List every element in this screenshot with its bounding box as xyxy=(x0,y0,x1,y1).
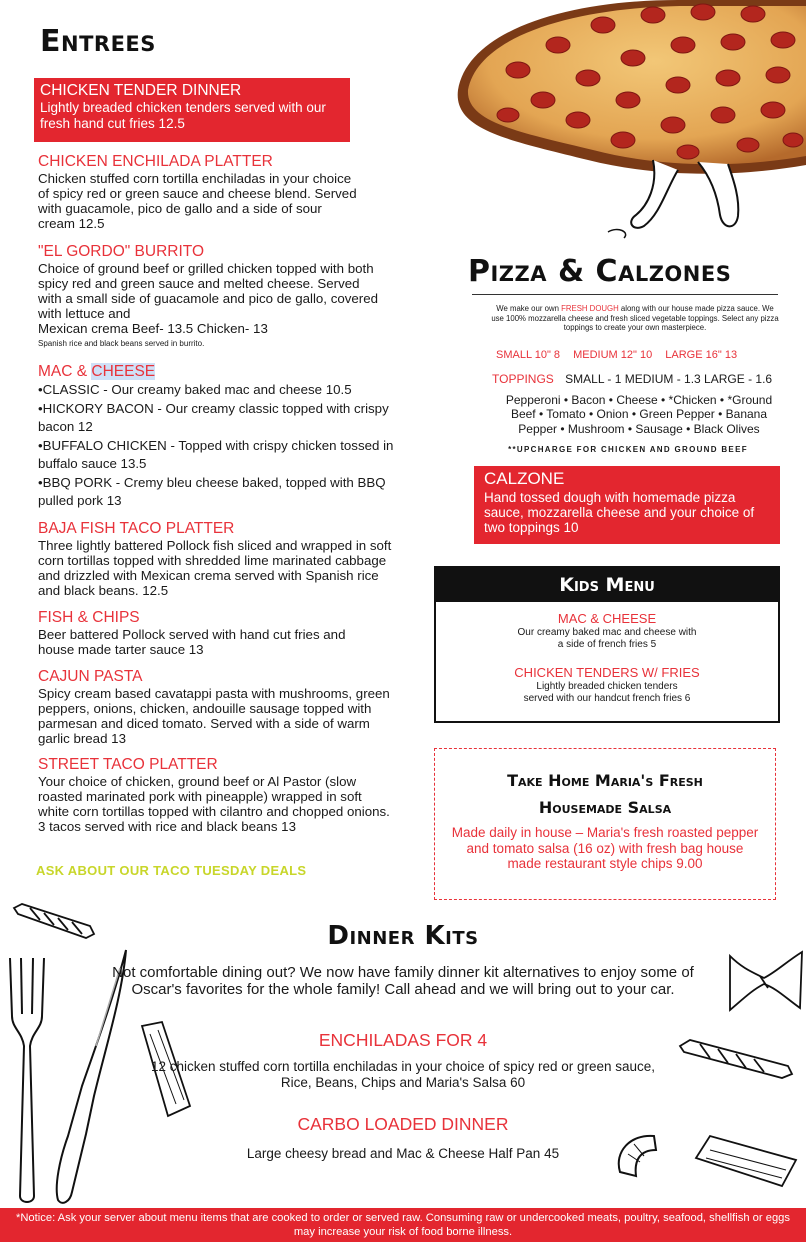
item-description: Beer battered Pollock served with hand cut fries and house made tarter sauce 13 xyxy=(38,627,346,657)
item-description: Chicken stuffed corn tortilla enchiladas in your choice of spicy red or green sauce and cheese blend. Served with guacamole, pico de gallo and a side of sour cream 12.5 xyxy=(38,171,357,231)
item-name: CHICKEN ENCHILADA PLATTER xyxy=(38,153,273,170)
item-note: Spanish rice and black beans served in burrito. xyxy=(38,339,205,348)
intro-text: along with our house made pizza sauce. We use 100% mozzarella cheese and fresh sliced vegetable toppings. Select any pizza toppings to create your own masterpiece. xyxy=(491,304,779,333)
mac-buffalo-chicken: •BUFFALO CHICKEN - Topped with crispy chicken tossed in buffalo sauce 13.5 xyxy=(38,437,394,471)
taco-tuesday-callout: ASK ABOUT OUR TACO TUESDAY DEALS xyxy=(36,863,307,878)
mac-hickory-bacon: •HICKORY BACON - Our creamy classic topped with crispy bacon 12 xyxy=(38,400,389,434)
penne-pasta-icon xyxy=(690,1128,802,1192)
size-large: LARGE 16" 13 xyxy=(665,349,738,361)
kit-enchiladas-name: ENCHILADAS FOR 4 xyxy=(318,1030,488,1050)
kit-carbo-loaded-name: CARBO LOADED DINNER xyxy=(297,1114,509,1134)
item-name: FISH & CHIPS xyxy=(38,609,140,626)
kit-enchiladas-description: 12 chicken stuffed corn tortilla enchiladas in your choice of spicy red or green sauce, Rice, Beans, Chips and Maria's Salsa 60 xyxy=(150,1059,656,1090)
size-medium: MEDIUM 12" 10 xyxy=(573,349,653,361)
pizza-illustration xyxy=(448,0,806,238)
kids-menu-heading: Kids Menu xyxy=(436,568,778,602)
calzone-item xyxy=(474,466,780,544)
size-small: SMALL 10" 8 xyxy=(496,349,561,361)
pizza-intro xyxy=(490,304,780,333)
mac-classic: •CLASSIC - Our creamy baked mac and cheese 10.5 xyxy=(38,382,352,397)
item-description: Lightly breaded chicken tenders served with our handcut french fries 6 xyxy=(523,681,691,704)
item-name: CALZONE xyxy=(484,469,565,488)
item-name: CAJUN PASTA xyxy=(38,668,143,685)
salsa-title-line1: Take Home Maria's Fresh xyxy=(507,771,703,790)
item-name xyxy=(38,362,400,381)
item-name: CHICKEN TENDERS W/ FRIES xyxy=(514,665,700,680)
item-description: Choice of ground beef or grilled chicken topped with both spicy red and green sauce and melted cheese. Served with a small side of guacamole and pico de gallo, covered with lettuce and xyxy=(38,261,379,321)
dinner-kits-intro: Not comfortable dining out? We now have family dinner kit alternatives to enjoy some of Oscar's favorites for the whole family! Call ahead and we will bring out to your car. xyxy=(112,964,694,998)
item-name: STREET TACO PLATTER xyxy=(38,756,218,773)
mac-bbq-pork: •BBQ PORK - Cremy bleu cheese baked, topped with BBQ pulled pork 13 xyxy=(38,474,386,508)
fish-and-chips-item xyxy=(38,608,362,657)
item-name-part: MAC & xyxy=(38,363,92,380)
divider xyxy=(472,294,778,295)
item-name: CHICKEN TENDER DINNER xyxy=(40,82,242,99)
kids-menu-box xyxy=(434,566,780,723)
fresh-dough-highlight: FRESH DOUGH xyxy=(561,304,619,313)
upcharge-note: **UPCHARGE FOR CHICKEN AND GROUND BEEF xyxy=(508,445,748,454)
item-description: Hand tossed dough with homemade pizza sauce, mozzarella cheese and your choice of two toppings 10 xyxy=(484,490,755,535)
pizza-sizes xyxy=(496,349,747,361)
item-name: "EL GORDO" BURRITO xyxy=(38,243,205,260)
enchilada-platter-item xyxy=(38,152,358,231)
dinner-kits-heading: Dinner Kits xyxy=(327,921,479,951)
toppings-label: TOPPINGS xyxy=(492,372,554,386)
chicken-tender-dinner-item xyxy=(34,78,350,142)
highlighted-selection[interactable]: CHEESE xyxy=(91,363,156,380)
item-name: MAC & CHEESE xyxy=(557,611,657,626)
entrees-heading: Entrees xyxy=(40,24,156,59)
street-taco-item xyxy=(38,755,390,834)
el-gordo-burrito-item xyxy=(38,242,378,349)
salsa-description: Made daily in house – Maria's fresh roasted pepper and tomato salsa (16 oz) with fresh bag house made restaurant style chips 9.00 xyxy=(451,825,759,871)
pizza-calzones-heading: Pizza & Calzones xyxy=(468,254,732,289)
farfalle-pasta-icon xyxy=(724,948,806,1014)
item-description: Three lightly battered Pollock fish sliced and wrapped in soft corn tortillas topped with shredded lime marinated cabbage and drizzled with Mexican crema served with Spanish rice and black beans. 12.5 xyxy=(38,538,392,598)
raw-food-notice: *Notice: Ask your server about menu items that are cooked to order or served raw. Consuming raw or undercooked meats, poultry, seafood, shellfish or eggs may increase your risk of food borne illness. xyxy=(0,1208,806,1242)
kit-carbo-loaded-description: Large cheesy bread and Mac & Cheese Half Pan 45 xyxy=(246,1146,560,1161)
kids-chicken-tenders-item xyxy=(436,665,778,705)
kids-mac-cheese-item xyxy=(436,611,778,651)
mac-and-cheese-item xyxy=(38,362,400,511)
item-price-line: Mexican crema Beef- 13.5 Chicken- 13 xyxy=(38,321,268,336)
toppings-prices: SMALL - 1 MEDIUM - 1.3 LARGE - 1.6 xyxy=(565,372,773,386)
item-description: Our creamy baked mac and cheese with a side of french fries 5 xyxy=(517,627,697,650)
salsa-title-line2: Housemade Salsa xyxy=(538,798,672,817)
baja-fish-taco-item xyxy=(38,519,394,598)
cajun-pasta-item xyxy=(38,667,400,746)
item-description: Your choice of chicken, ground beef or Al Pastor (slow roasted marinated pork with pineapple) wrapped in soft white corn tortillas topped with cilantro and chopped onions. 3 tacos served with rice and black beans 13 xyxy=(38,774,390,834)
intro-text: We make our own xyxy=(496,304,562,313)
item-name: BAJA FISH TACO PLATTER xyxy=(38,520,235,537)
toppings-pricing xyxy=(492,372,772,386)
toppings-list: Pepperoni • Bacon • Cheese • *Chicken • *Ground Beef • Tomato • Onion • Green Pepper • Banana Pepper • Mushroom • Sausage • Black Olives xyxy=(505,393,773,436)
item-description: Spicy cream based cavatappi pasta with mushrooms, green peppers, onions, chicken, andouille sausage topped with parmesan and diced tomato. Served with a side of warm garlic bread 13 xyxy=(38,686,390,746)
item-description: Lightly breaded chicken tenders served with our fresh hand cut fries 12.5 xyxy=(40,100,326,131)
salsa-box xyxy=(434,748,776,900)
